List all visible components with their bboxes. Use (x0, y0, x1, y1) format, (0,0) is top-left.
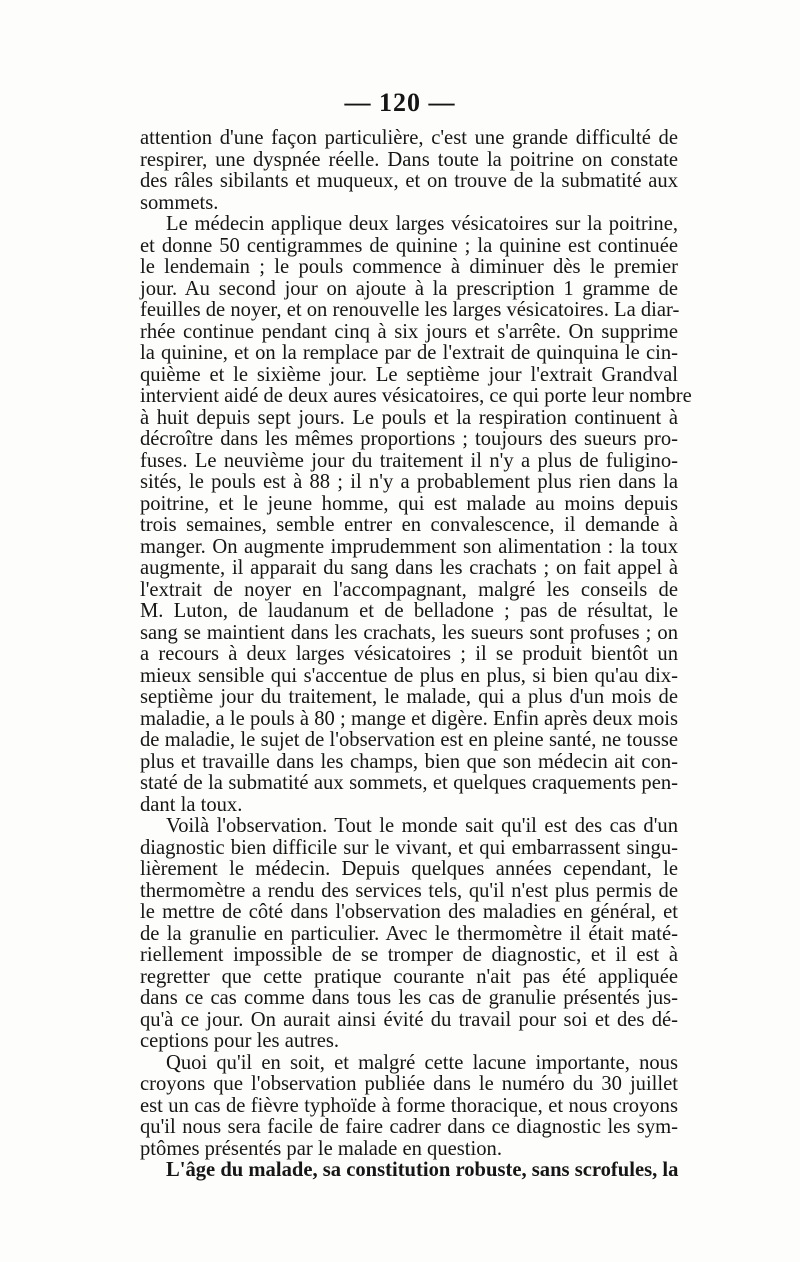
text-line: sommets. (140, 191, 219, 214)
text-line: lièrement le médecin. Depuis quelques années cependant, le (140, 858, 678, 880)
text-line: est un cas de fièvre typhoïde à forme thoracique, et nous croyons (140, 1094, 678, 1117)
text-line: regretter que cette pratique courante n'ait pas été appliquée (140, 965, 678, 988)
text-line: septième jour du traitement, le malade, qui a plus d'un mois de (140, 686, 678, 708)
text-line: trois semaines, semble entrer en convalescence, il demande à (140, 514, 678, 536)
text-line: le lendemain ; le pouls commence à diminuer dès le premier (140, 256, 678, 278)
text-line: fuses. Le neuvième jour du traitement il n'y a plus de fuligino- (140, 449, 678, 472)
text-line: Voilà l'observation. Tout le monde sait qu'il est des cas d'un (166, 815, 678, 837)
text-line: l'extrait de noyer en l'accompagnant, malgré les conseils de (140, 578, 678, 601)
text-line: sités, le pouls est à 88 ; il n'y a probablement plus rien dans la (140, 471, 678, 493)
text-line: dans ce cas comme dans tous les cas de granulie présentés jus- (140, 987, 678, 1009)
text-line: Le médecin applique deux larges vésicatoires sur la poitrine, (166, 213, 678, 235)
text-line: L'âge du malade, sa constitution robuste, sans scrofules, la (166, 1159, 679, 1181)
paragraph (140, 128, 678, 214)
text-line: staté de la submatité aux sommets, et quelques craquements pen- (140, 772, 678, 794)
text-line: diagnostic bien difficile sur le vivant, et qui embarrassent singu- (140, 836, 678, 859)
text-line: ceptions pour les autres. (140, 1030, 340, 1052)
page-number: — 120 — (344, 88, 456, 117)
paragraph (140, 1160, 678, 1182)
text-line: à huit depuis sept jours. Le pouls et la respiration continuent à (140, 406, 678, 429)
paragraph (140, 1053, 678, 1161)
paragraph (140, 816, 678, 1053)
text-line: Quoi qu'il en soit, et malgré cette lacune importante, nous (166, 1051, 678, 1074)
text-line: sang se maintient dans les crachats, les sueurs sont profuses ; on (140, 621, 678, 644)
text-line: mieux sensible qui s'accentue de plus en plus, si bien qu'au dix- (140, 664, 678, 687)
text-line: jour. Au second jour on ajoute à la prescription 1 gramme de (140, 277, 678, 300)
text-line: maladie, a le pouls à 80 ; mange et digère. Enfin après deux mois (140, 707, 678, 730)
paragraph (140, 213, 692, 816)
text-line: qu'il nous sera facile de faire cadrer dans ce diagnostic les sym- (140, 1116, 678, 1138)
text-line: décroître dans les mêmes proportions ; toujours des sueurs pro- (140, 428, 678, 450)
text-line: poitrine, et le jeune homme, qui est malade au moins depuis (140, 492, 678, 515)
text-line: de la granulie en particulier. Avec le thermomètre il était maté- (140, 922, 678, 945)
text-line: thermomètre a rendu des services tels, qu'il n'est plus permis de (140, 879, 678, 902)
text-line: des râles sibilants et muqueux, et on trouve de la submatité aux (140, 170, 678, 192)
text-line: dant la toux. (140, 793, 243, 816)
text-line: attention d'une façon particulière, c'est une grande difficulté de (140, 127, 678, 149)
body-text (140, 127, 692, 1182)
text-line: a recours à deux larges vésicatoires ; il se produit bientôt un (140, 643, 678, 665)
text-line: la quinine, et on la remplace par de l'extrait de quinquina le cin- (140, 342, 678, 364)
text-line: riellement impossible de se tromper de diagnostic, et il est à (140, 944, 678, 966)
text-line: et donne 50 centigrammes de quinine ; la quinine est continuée (140, 234, 678, 257)
text-line: M. Luton, de laudanum et de belladone ; pas de résultat, le (140, 600, 678, 622)
text-line: augmente, il apparait du sang dans les crachats ; on fait appel à (140, 557, 678, 579)
text-line: quième et le sixième jour. Le septième jour l'extrait Grandval (140, 363, 678, 386)
text-line: le mettre de côté dans l'observation des maladies en général, et (140, 901, 678, 923)
text-line: intervient aidé de deux aures vésicatoires, ce qui porte leur nombre (140, 385, 692, 407)
text-line: rhée continue pendant cinq à six jours et s'arrête. On supprime (140, 320, 678, 343)
text-line: manger. On augmente imprudemment son alimentation : la toux (140, 535, 678, 558)
text-line: respirer, une dyspnée réelle. Dans toute la poitrine on constate (140, 148, 678, 171)
text-line: qu'à ce jour. On aurait ainsi évité du travail pour soi et des dé- (140, 1008, 678, 1031)
text-line: croyons que l'observation publiée dans le numéro du 30 juillet (140, 1073, 678, 1095)
text-line: ptômes présentés par le malade en question. (140, 1137, 502, 1160)
text-line: feuilles de noyer, et on renouvelle les larges vésicatoires. La diar- (140, 299, 680, 321)
text-line: plus et travaille dans les champs, bien que son médecin ait con- (140, 750, 678, 773)
text-line: de maladie, le sujet de l'observation est en pleine santé, ne tousse (140, 729, 678, 751)
